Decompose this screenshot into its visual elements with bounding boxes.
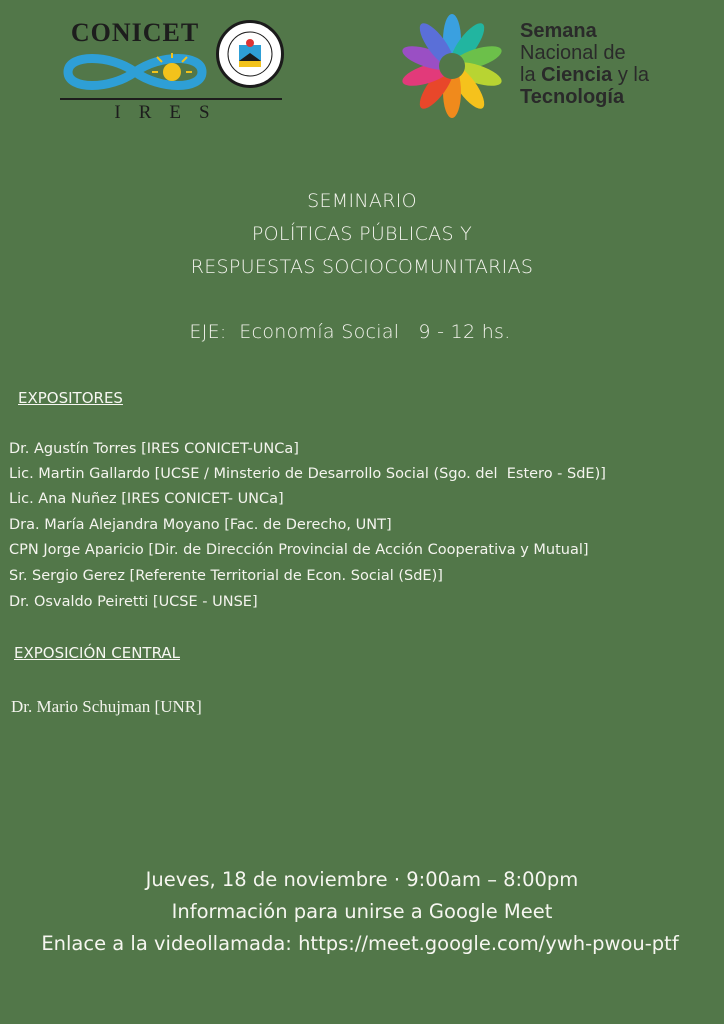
- title-line-2: POLÍTICAS PÚBLICAS Y: [251, 223, 473, 245]
- title-line-1: SEMINARIO: [307, 190, 417, 212]
- speaker-item: Dr. Agustín Torres [IRES CONICET-UNCa]: [9, 441, 299, 457]
- speaker-item: Sr. Sergio Gerez [Referente Territorial de Econ. Social (SdE)]: [9, 568, 443, 584]
- colorful-star-icon: [392, 10, 512, 122]
- meet-link[interactable]: Enlace a la videollamada: https://meet.google.com/ywh-pwou-ptf: [41, 932, 679, 955]
- meet-info: Información para unirse a Google Meet: [171, 900, 553, 923]
- conicet-ires-logo: [60, 18, 290, 128]
- speaker-item: Lic. Ana Nuñez [IRES CONICET- UNCa]: [9, 491, 284, 507]
- speaker-item: Dra. María Alejandra Moyano [Fac. de Derecho, UNT]: [9, 517, 392, 533]
- speaker-item: Lic. Martin Gallardo [UCSE / Minsterio de Desarrollo Social (Sgo. del Estero - SdE)]: [9, 466, 606, 482]
- university-seal: [216, 20, 284, 88]
- central-speaker: Dr. Mario Schujman [UNR]: [11, 697, 202, 716]
- conicet-wordmark: CONICET: [70, 18, 200, 47]
- snct-logo: [392, 6, 692, 126]
- central-heading: EXPOSICIÓN CENTRAL: [14, 644, 181, 662]
- university-seal-icon: [219, 23, 281, 85]
- event-datetime: Jueves, 18 de noviembre · 9:00am – 8:00pm: [145, 868, 579, 891]
- ires-wordmark: IRES: [114, 102, 228, 123]
- speaker-item: Dr. Osvaldo Peiretti [UCSE - UNSE]: [9, 594, 258, 610]
- title-line-3: RESPUESTAS SOCIOCOMUNITARIAS: [190, 256, 534, 278]
- eje-line: EJE: Economía Social 9 - 12 hs.: [189, 321, 511, 343]
- ires-divider: [60, 98, 282, 100]
- snct-wordmark: Semana Nacional de la Ciencia y la Tecnología: [520, 20, 649, 108]
- expositores-heading: EXPOSITORES: [18, 389, 123, 407]
- speaker-item: CPN Jorge Aparicio [Dir. de Dirección Provincial de Acción Cooperativa y Mutual]: [9, 542, 589, 558]
- conicet-infinity-icon: [60, 48, 210, 96]
